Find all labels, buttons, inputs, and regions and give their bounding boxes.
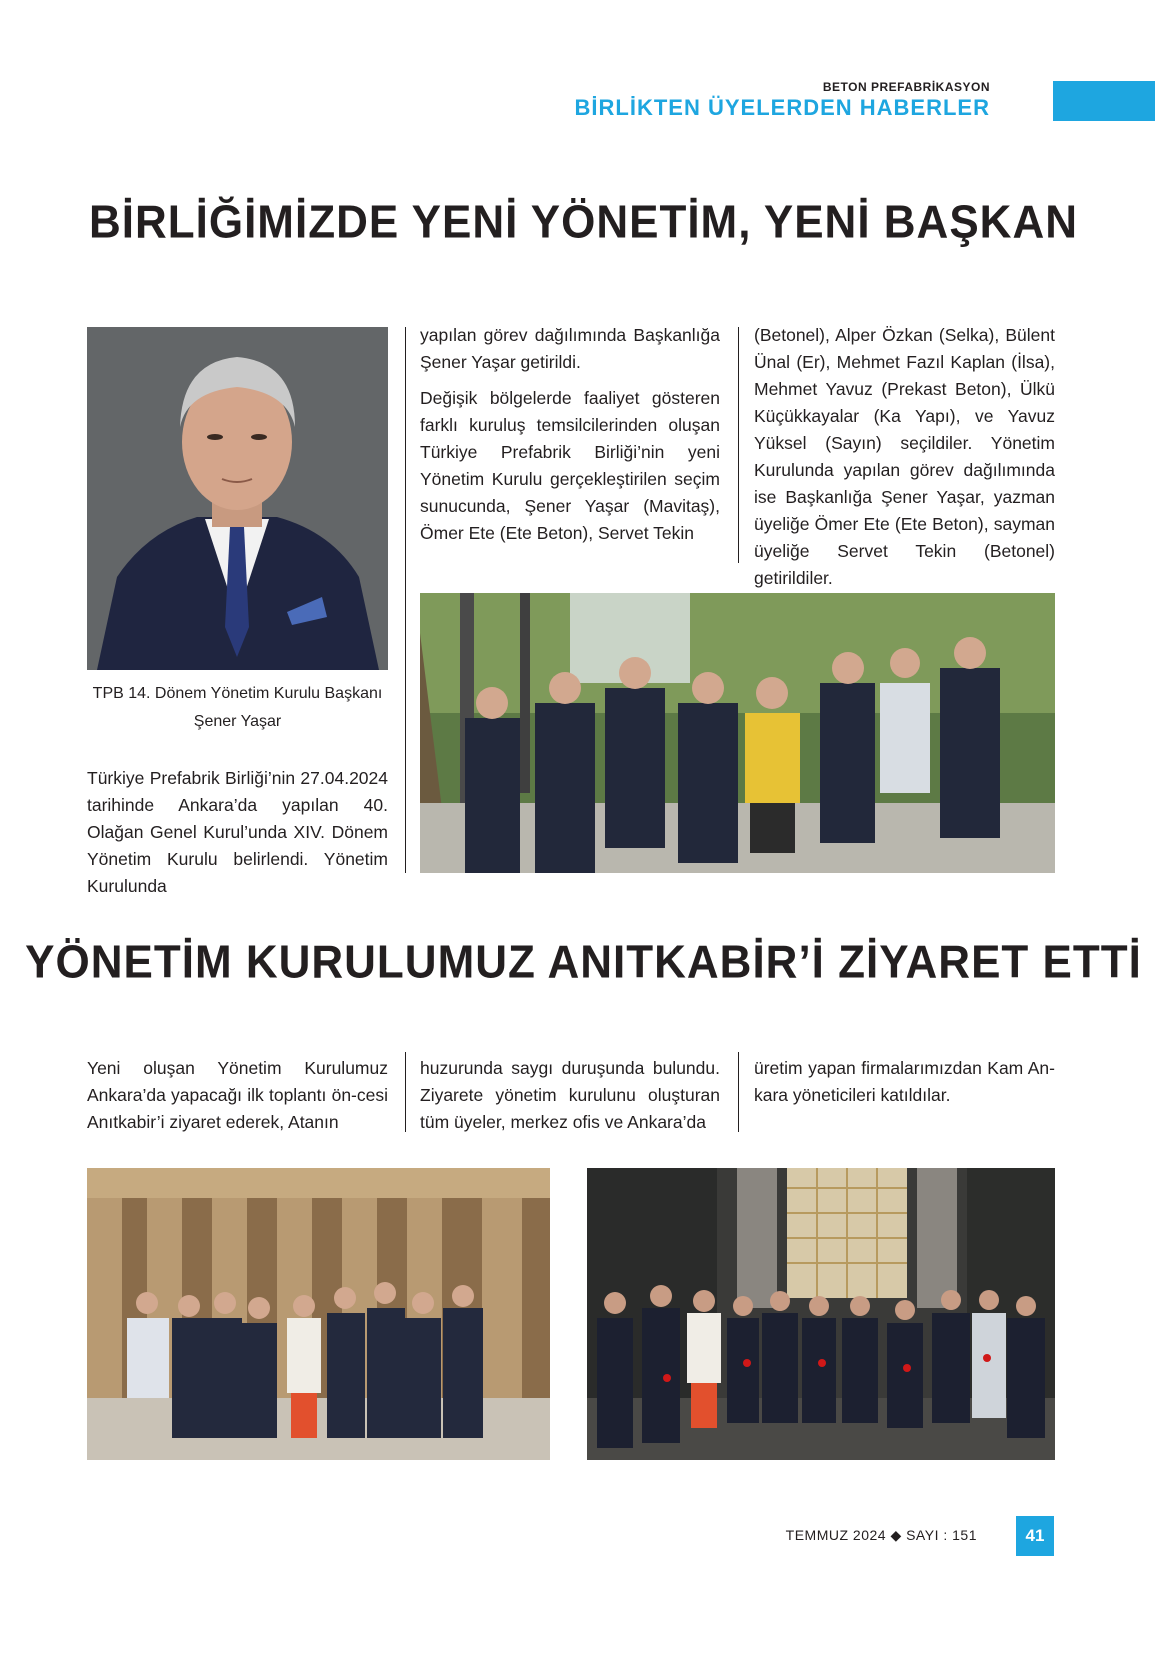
portrait-caption	[87, 680, 388, 736]
article1-paragraph: (Betonel), Alper Özkan (Selka), Bülent Ünal (Er), Mehmet Fazıl Kaplan (İlsa), Mehmet Yavuz (Prekast Beton), Ülkü Küçükkayalar (Ka Yapı), ve Yavuz Yüksel (Sayın) seçildiler. Yönetim Kurulunda yapılan görev dağılımında ise Başkanlığa Şener Yaşar, yazman üyeliğe Ömer Ete (Ete Beton), sayman üyeliğe Servet Tekin (Betonel) getirildiler.	[754, 325, 1055, 588]
anitkabir-exterior-photo	[87, 1168, 550, 1460]
portrait-photo	[87, 327, 388, 670]
article1-paragraph: yapılan görev dağılımında Başkanlığa Şener Yaşar getirildi.	[420, 325, 720, 372]
article2-headline: YÖNETİM KURULUMUZ ANITKABİR’İ ZİYARET ETTİ	[25, 936, 1142, 989]
article1-paragraph: Değişik bölgelerde faaliyet gösteren farklı kuruluş temsilcilerinden oluşan Türkiye Prefabrik Birliği’nin yeni Yönetim Kurulu gerçekleştirilen seçim sunucunda, Şener Yaşar (Mavitaş), Ömer Ete (Ete Beton), Servet Tekin	[420, 388, 720, 543]
column-divider	[738, 327, 739, 563]
article1-paragraph: Türkiye Prefabrik Birliği’nin 27.04.2024 tarihinde Ankara’da yapılan 40. Olağan Genel Kurul’unda XIV. Dönem Yönetim Kurulu belirlendi. Yönetim Kurulunda	[87, 768, 388, 896]
section-accent-bar	[1053, 81, 1155, 121]
article1-column-1	[87, 765, 388, 900]
article2-column-3	[754, 1055, 1055, 1109]
column-divider	[738, 1052, 739, 1132]
board-group-photo	[420, 593, 1055, 873]
article2-column-2	[420, 1055, 720, 1136]
column-divider	[405, 1052, 406, 1132]
page-number: 41	[1016, 1516, 1054, 1556]
article2-paragraph: Yeni oluşan Yönetim Kurulumuz Ankara’da yapacağı ilk toplantı ön-cesi Anıtkabir’i ziyaret ederek, Atanın	[87, 1058, 388, 1132]
article2-column-1	[87, 1055, 388, 1136]
article2-paragraph: huzurunda saygı duruşunda bulundu. Ziyarete yönetim kurulunu oluşturan tüm üyeler, merkez ofis ve Ankara’da	[420, 1058, 720, 1132]
section-title: BİRLİKTEN ÜYELERDEN HABERLER	[574, 95, 990, 120]
column-divider	[405, 327, 406, 873]
article2-paragraph: üretim yapan firmalarımızdan Kam An-kara yöneticileri katıldılar.	[754, 1058, 1055, 1105]
caption-title: TPB 14. Dönem Yönetim Kurulu Başkanı	[92, 685, 383, 702]
article1-headline: BİRLİĞİMİZDE YENİ YÖNETİM, YENİ BAŞKAN	[88, 196, 1078, 249]
anitkabir-interior-photo	[587, 1168, 1055, 1460]
caption-name: Şener Yaşar	[193, 713, 282, 730]
article1-column-2	[420, 322, 720, 547]
section-label: BETON PREFABRİKASYON	[822, 80, 990, 94]
article1-column-3	[754, 322, 1055, 592]
issue-info: TEMMUZ 2024 ◆ SAYI : 151	[785, 1527, 977, 1543]
